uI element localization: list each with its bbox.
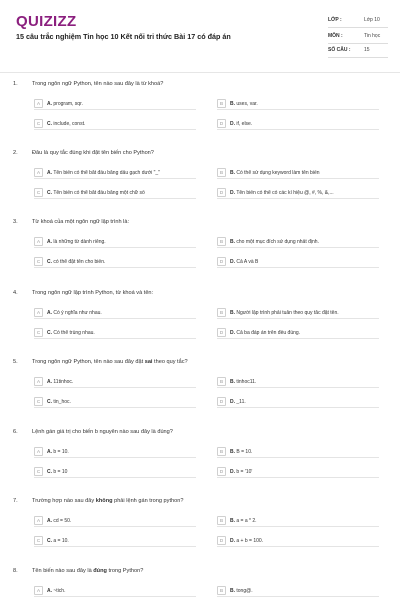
option-label: D. [230,190,235,196]
option-letter-box: C [34,328,43,337]
option-letter-box: A [34,237,43,246]
quizizz-logo: QUIZIZZ [16,13,77,30]
option-a[interactable] [34,447,196,458]
option-letter-box: A [34,377,43,386]
option-letter-box: B [217,586,226,595]
option-label: A. [47,518,52,524]
option-letter-box: D [217,536,226,545]
option-text: if, else. [236,121,253,127]
option-d[interactable] [217,188,379,199]
option-letter-box: D [217,188,226,197]
option-text: Có thể trùng nhau. [53,330,95,336]
option-letter-box: C [34,397,43,406]
option-text: Tên biến có thể bắt đầu bằng một chữ số [53,190,145,196]
question-number: 1. [13,81,18,87]
option-letter-box: D [217,257,226,266]
option-label: B. [230,239,235,245]
option-letter-box: D [217,119,226,128]
option-d[interactable] [217,536,379,547]
option-b[interactable] [217,586,379,597]
option-label: A. [47,449,52,455]
option-letter-box: B [217,168,226,177]
option-text: b = 10 [53,469,68,475]
question-number: 7. [13,498,18,504]
option-label: D. [230,330,235,336]
meta-class-label: LỚP : [328,17,342,23]
option-a[interactable] [34,308,196,319]
meta-count-label: SỐ CÂU : [328,47,351,53]
option-text: tin_hoc. [53,399,71,405]
option-d[interactable] [217,119,379,130]
option-c[interactable] [34,536,196,547]
option-text: 11tinhoc. [53,379,74,385]
option-b[interactable] [217,168,379,179]
option-label: C. [47,330,52,336]
meta-count [328,44,388,58]
meta-class-value: Lớp 10 [364,17,380,23]
question-6 [0,429,400,499]
question-number: 3. [13,219,18,225]
option-letter-box: B [217,99,226,108]
option-b[interactable] [217,377,379,388]
option-label: A. [47,170,52,176]
question-2 [0,150,400,220]
option-text: program, sqr. [53,101,83,107]
option-c[interactable] [34,188,196,199]
option-b[interactable] [217,516,379,527]
option-letter-box: C [34,257,43,266]
option-label: B. [230,101,235,107]
option-text: là những từ dành riêng. [53,239,106,245]
question-number: 6. [13,429,18,435]
option-letter-box: D [217,467,226,476]
header-divider [0,72,400,73]
option-label: B. [230,310,235,316]
option-letter-box: B [217,377,226,386]
option-label: C. [47,469,52,475]
option-letter-box: A [34,308,43,317]
option-text: b = '10' [236,469,253,475]
option-d[interactable] [217,397,379,408]
meta-class [328,14,388,28]
option-label: A. [47,239,52,245]
question-text: Trường hợp nào sau đây không phải lệnh gán trong python? [32,498,184,504]
option-label: A. [47,379,52,385]
option-label: D. [230,121,235,127]
option-text: include, const. [53,121,86,127]
option-text: Người lập trình phải tuân theo quy tắc đặt tên. [236,310,339,316]
question-number: 8. [13,568,18,574]
question-5 [0,359,400,429]
question-number: 2. [13,150,18,156]
option-d[interactable] [217,467,379,478]
option-d[interactable] [217,257,379,268]
option-text: tong@. [236,588,253,594]
option-label: A. [47,310,52,316]
option-b[interactable] [217,447,379,458]
option-letter-box: C [34,467,43,476]
option-text: ~tich. [53,588,66,594]
meta-count-value: 15 [364,47,370,53]
option-label: C. [47,399,52,405]
option-letter-box: B [217,447,226,456]
option-label: C. [47,538,52,544]
option-b[interactable] [217,308,379,319]
option-text: cho một mục đích sử dụng nhất định. [236,239,319,245]
option-text: a = 10. [53,538,69,544]
option-letter-box: A [34,99,43,108]
question-1 [0,81,400,151]
option-label: B. [230,518,235,524]
option-letter-box: C [34,536,43,545]
option-letter-box: A [34,516,43,525]
option-c[interactable] [34,328,196,339]
option-letter-box: D [217,397,226,406]
question-text: Trong ngôn ngữ Python, tên nào sau đây là từ khoá? [32,81,164,87]
meta-subject-label: MÔN : [328,33,343,39]
question-number: 5. [13,359,18,365]
option-b[interactable] [217,237,379,248]
option-b[interactable] [217,99,379,110]
option-a[interactable] [34,168,196,179]
question-emphasis: đúng [93,568,107,574]
question-number: 4. [13,290,18,296]
option-label: D. [230,469,235,475]
option-text: Tên biến có thể có các kí hiệu @, #, %, &,... [236,190,334,196]
option-label: C. [47,121,52,127]
option-text: có thể đặt tên cho biến. [53,259,106,265]
option-letter-box: A [34,447,43,456]
option-text: cd = 50. [53,518,72,524]
question-emphasis: sai [144,359,153,365]
meta-subject [328,30,388,44]
option-text: Cả A và B [236,259,259,265]
option-a[interactable] [34,377,196,388]
option-c[interactable] [34,397,196,408]
option-letter-box: B [217,516,226,525]
question-4 [0,290,400,360]
option-label: B. [230,588,235,594]
option-text: Có ý nghĩa như nhau. [53,310,102,316]
option-a[interactable] [34,99,196,110]
option-a[interactable] [34,586,196,597]
option-letter-box: B [217,237,226,246]
question-text: Lệnh gán giá trị cho biến b nguyên nào sau đây là đúng? [32,429,173,435]
option-label: B. [230,170,235,176]
question-text: Tên biến nào sau đây là đúng trong Python? [32,568,144,574]
question-7 [0,498,400,568]
option-text: a + b = 100. [236,538,264,544]
option-label: D. [230,538,235,544]
option-label: D. [230,399,235,405]
question-text: Trong ngôn ngữ lập trình Python, từ khoá và tên: [32,290,154,296]
option-label: C. [47,259,52,265]
document-title: 15 câu trắc nghiệm Tin học 10 Kết nối tri thức Bài 17 có đáp án [16,32,231,41]
option-text: B = 10. [236,449,253,455]
question-8 [0,568,400,600]
option-letter-box: C [34,188,43,197]
meta-subject-value: Tin học [364,33,381,39]
option-text: Tên biến có thể bắt đầu bằng dấu gạch dưới "_" [53,170,160,176]
option-letter-box: A [34,168,43,177]
option-letter-box: A [34,586,43,595]
option-label: C. [47,190,52,196]
question-emphasis: không [95,498,113,504]
option-label: D. [230,259,235,265]
question-text: Trong ngôn ngữ Python, tên nào sau đây đặt sai theo quy tắc? [32,359,188,365]
option-text: Cả ba đáp án trên đều đúng. [236,330,301,336]
option-text: b = 10. [53,449,69,455]
option-text: Có thể sử dụng keyword làm tên biến [236,170,320,176]
question-text: Đâu là quy tắc đúng khi đặt tên biến cho Python? [32,150,154,156]
option-text: a = a * 2. [236,518,257,524]
option-text: tinhoc11. [236,379,257,385]
option-c[interactable] [34,257,196,268]
option-label: A. [47,588,52,594]
option-label: A. [47,101,52,107]
option-a[interactable] [34,516,196,527]
question-3 [0,219,400,289]
option-letter-box: B [217,308,226,317]
option-text: uses, var. [236,101,258,107]
option-c[interactable] [34,119,196,130]
option-d[interactable] [217,328,379,339]
option-a[interactable] [34,237,196,248]
option-letter-box: C [34,119,43,128]
question-text: Từ khoá của một ngôn ngữ lập trình là: [32,219,130,225]
option-letter-box: D [217,328,226,337]
option-text: _11. [236,399,246,405]
option-label: B. [230,379,235,385]
option-c[interactable] [34,467,196,478]
option-label: B. [230,449,235,455]
